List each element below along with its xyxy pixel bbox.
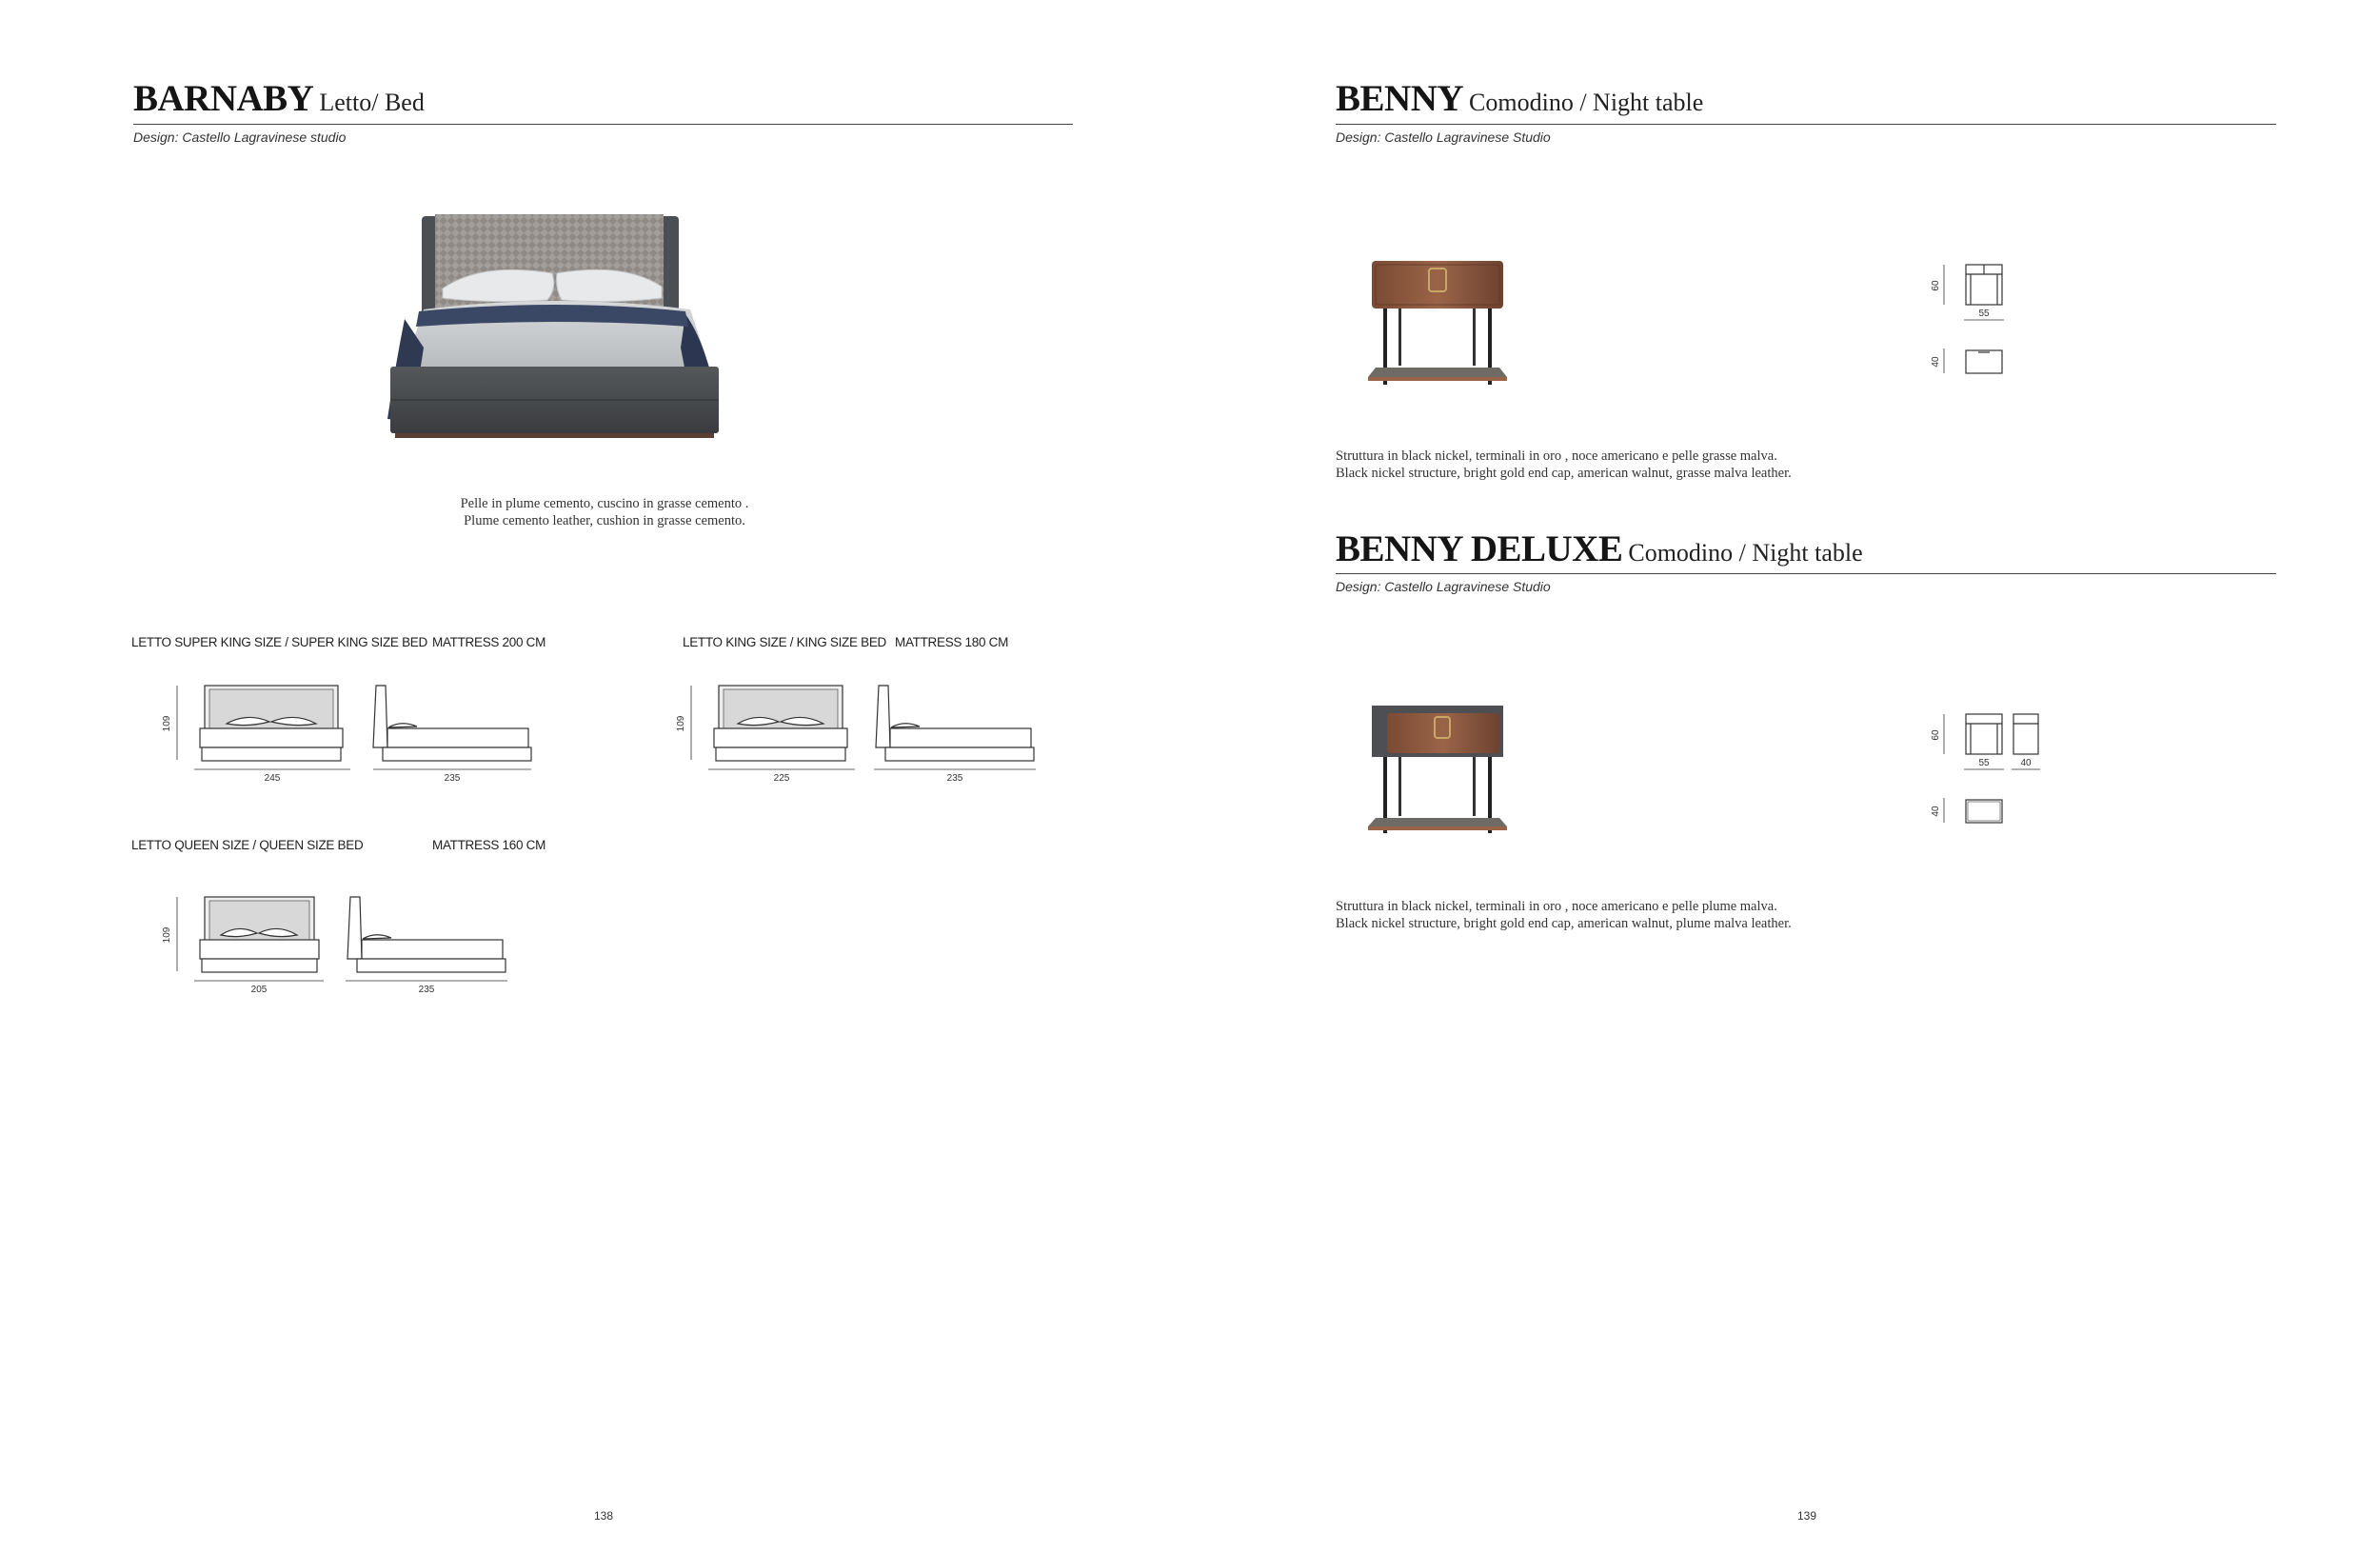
title-rule xyxy=(1336,573,2276,574)
king-height: 109 xyxy=(676,715,686,732)
size-label-queen: LETTO QUEEN SIZE / QUEEN SIZE BED xyxy=(131,838,364,852)
caption-english: Black nickel structure, bright gold end cap, american walnut, plume malva leather. xyxy=(1336,916,1792,931)
benny-night-table-photo xyxy=(1366,255,1509,393)
caption-english: Plume cemento leather, cushion in grasse cemento. xyxy=(464,513,745,528)
benny-caption xyxy=(1336,448,1792,482)
king-length: 235 xyxy=(946,773,963,784)
queen-length: 235 xyxy=(418,985,435,995)
mattress-label-king: MATTRESS 180 CM xyxy=(895,635,1009,649)
product-name: BARNABY xyxy=(133,78,314,119)
benny-deluxe-dimension-drawing xyxy=(1933,707,2075,835)
bed-caption xyxy=(367,495,843,529)
benny-width: 55 xyxy=(1978,309,1990,319)
super-king-width: 245 xyxy=(264,773,281,784)
benny-deluxe-height: 60 xyxy=(1931,729,1941,741)
benny-depth: 40 xyxy=(1931,356,1941,368)
page-number-right: 139 xyxy=(1797,1509,1817,1523)
caption-italian: Struttura in black nickel, terminali in oro , noce americano e pelle plume malva. xyxy=(1336,899,1777,914)
super-king-bed-drawing xyxy=(162,674,538,784)
title-rule xyxy=(133,124,1073,125)
benny-deluxe-night-table-photo xyxy=(1366,700,1509,843)
designer-credit: Design: Castello Lagravinese studio xyxy=(133,129,347,145)
product-type: Comodino / Night table xyxy=(1628,539,1863,567)
page-number-left: 138 xyxy=(594,1509,614,1523)
benny-deluxe-depth: 40 xyxy=(1931,806,1941,817)
king-width: 225 xyxy=(773,773,790,784)
benny-deluxe-caption xyxy=(1336,898,1792,932)
product-name: BENNY DELUXE xyxy=(1336,528,1623,569)
benny-deluxe-title xyxy=(1336,530,1863,567)
caption-italian: Pelle in plume cemento, cuscino in grasse cemento . xyxy=(460,496,749,511)
king-bed-drawing xyxy=(676,674,1042,784)
mattress-label-super-king: MATTRESS 200 CM xyxy=(432,635,546,649)
benny-height: 60 xyxy=(1931,280,1941,291)
benny-dimension-drawing xyxy=(1933,257,2047,386)
benny-deluxe-width: 55 xyxy=(1978,758,1990,768)
queen-width: 205 xyxy=(250,985,268,995)
benny-deluxe-side: 40 xyxy=(2020,758,2032,768)
benny-title xyxy=(1336,80,1703,117)
super-king-length: 235 xyxy=(444,773,461,784)
product-type: Comodino / Night table xyxy=(1469,89,1704,116)
caption-italian: Struttura in black nickel, terminali in oro , noce americano e pelle grasse malva. xyxy=(1336,448,1777,464)
mattress-label-queen: MATTRESS 160 CM xyxy=(432,838,546,852)
designer-credit: Design: Castello Lagravinese Studio xyxy=(1336,579,1551,594)
product-name: BENNY xyxy=(1336,78,1464,119)
product-type: Letto/ Bed xyxy=(319,89,425,116)
super-king-height: 109 xyxy=(162,715,172,732)
title-rule xyxy=(1336,124,2276,125)
barnaby-bed-photo xyxy=(367,205,843,448)
caption-english: Black nickel structure, bright gold end cap, american walnut, grasse malva leather. xyxy=(1336,466,1792,481)
size-label-king: LETTO KING SIZE / KING SIZE BED xyxy=(683,635,886,649)
barnaby-title xyxy=(133,80,425,117)
queen-height: 109 xyxy=(162,926,172,944)
designer-credit: Design: Castello Lagravinese Studio xyxy=(1336,129,1551,145)
queen-bed-drawing xyxy=(162,886,514,995)
size-label-super-king: LETTO SUPER KING SIZE / SUPER KING SIZE BED xyxy=(131,635,427,649)
